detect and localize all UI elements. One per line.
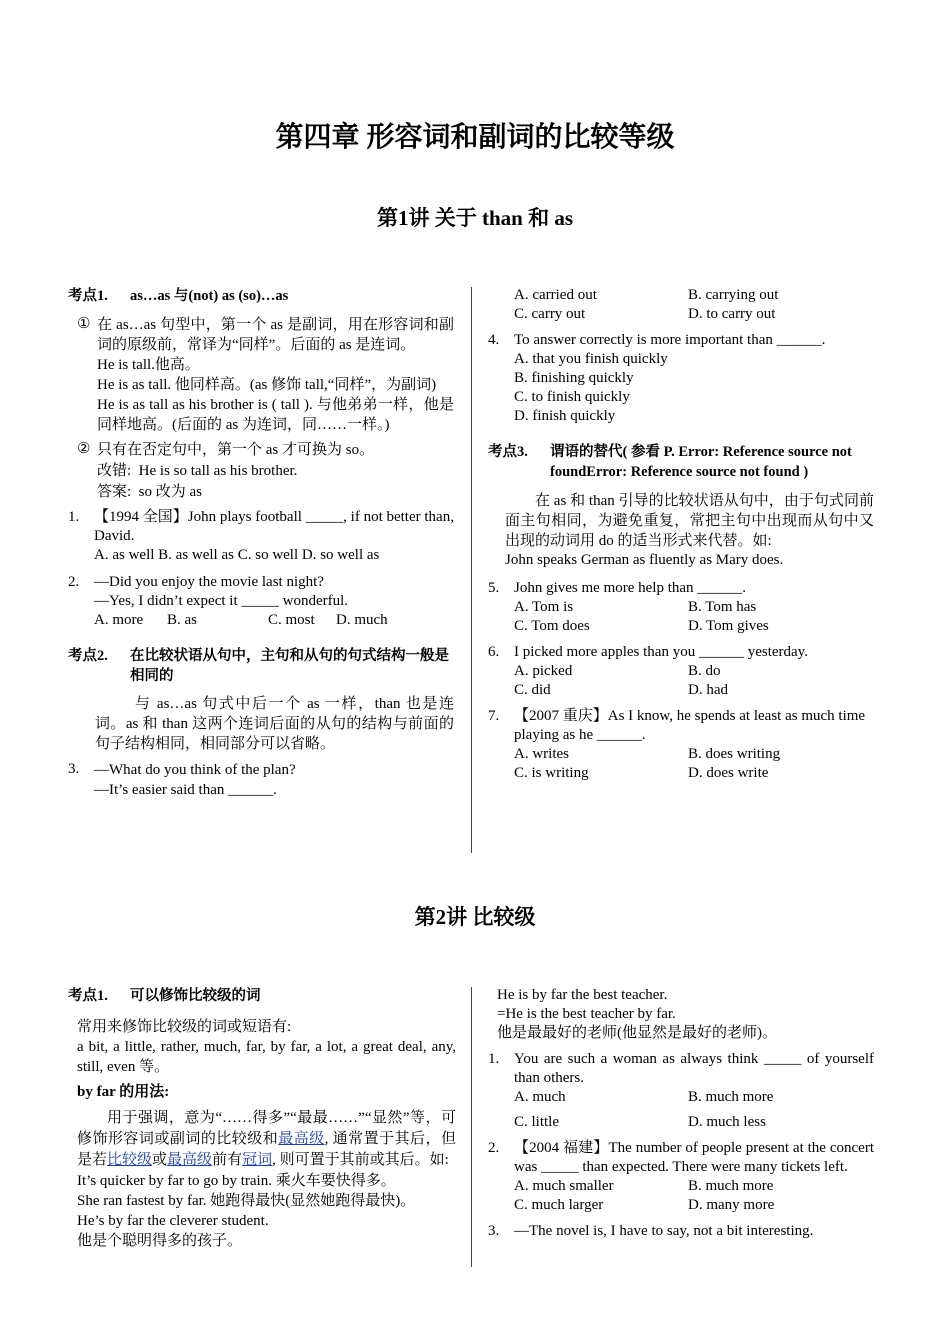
example: 他是最最好的老师(他显然是最好的老师)。 <box>497 1025 777 1041</box>
dialog-line: —Yes, I didn’t expect it _____ wonderful. <box>94 593 349 609</box>
kp-title: 在比较状语从句中，主句和从句的句式结构一般是相同的 <box>130 648 449 684</box>
question-stem: You are such a woman as always think _____ of yourself than others. <box>514 1051 874 1086</box>
lecture1-title: 第1讲 关于 than 和 as <box>376 206 574 230</box>
lecture1-left-column <box>68 287 454 800</box>
kp3-text: 在 as 和 than 引导的比较状语从句中，由于句式同前面主句相同，为避免重复，常把主句中出现而从句中又出现的动词用 do 的适当形式来代替。如: <box>505 493 874 549</box>
intro-text: 常用来修饰比较级的词或短语有: <box>77 1019 292 1035</box>
byfar-text: 用于强调，意为“……得多”“最最……”“显然”等，可修饰形容词或副词的比较级和最高级, 通常置于其后，但是若比较级或最高级前有冠词, 则可置于其前或其后。如: <box>77 1110 456 1168</box>
kp-label: 考点2. <box>68 648 108 664</box>
item-number: ② <box>77 441 91 457</box>
option-d: D. to carry out <box>688 306 776 322</box>
question-2 <box>488 1139 874 1215</box>
question-number: 7. <box>488 708 500 724</box>
rule-item-1 <box>68 315 454 435</box>
question-number: 5. <box>488 580 500 596</box>
option-a: A. more <box>94 612 144 628</box>
question-number: 3. <box>68 761 80 777</box>
kp-title: 谓语的替代( 参看 P. Error: Reference source not foundError: Reference source not found ) <box>550 444 852 480</box>
answer-text: so 改为 as <box>138 484 203 500</box>
option-c: C. Tom does <box>514 618 590 634</box>
option-c: C. most <box>268 612 315 628</box>
example: He’s by far the cleverer student. <box>77 1213 269 1229</box>
fix-text: He is so tall as his brother. <box>138 463 298 479</box>
option-d: D. much <box>336 612 388 628</box>
option-a: A. carried out <box>514 287 597 303</box>
column-divider <box>471 287 472 853</box>
question-number: 6. <box>488 644 500 660</box>
example: 他是个聪明得多的孩子。 <box>77 1233 243 1249</box>
question-number: 2. <box>488 1140 500 1156</box>
kp-label: 考点3. <box>488 444 528 460</box>
option-b: B. finishing quickly <box>514 370 634 386</box>
modifier-words: a bit, a little, rather, much, far, by far, a lot, a great deal, any, still, even 等。 <box>77 1039 456 1075</box>
question-7 <box>488 707 874 783</box>
question-5 <box>488 579 874 636</box>
question-3-options <box>488 286 874 324</box>
option-b: B. Tom has <box>688 599 757 615</box>
question-6 <box>488 643 874 700</box>
question-stem: John gives me more help than ______. <box>514 580 747 596</box>
kp3-example: John speaks German as fluently as Mary does. <box>505 552 784 568</box>
example: He is as tall. 他同样高。(as 修饰 tall,“同样”，为副词) <box>97 377 437 393</box>
question-number: 1. <box>68 509 80 525</box>
option-d: D. finish quickly <box>514 408 616 424</box>
option-a: A. much <box>514 1089 566 1105</box>
chapter-title: 第四章 形容词和副词的比较等级 <box>275 122 675 153</box>
option-c: C. carry out <box>514 306 586 322</box>
option-c: C. to finish quickly <box>514 389 630 405</box>
question-4 <box>488 331 874 426</box>
option-d: D. much less <box>688 1114 766 1130</box>
question-number: 3. <box>488 1223 500 1239</box>
lecture2-left-column <box>68 987 456 1251</box>
example: He is by far the best teacher. <box>497 987 668 1003</box>
link-superlative[interactable]: 最高级 <box>278 1131 325 1147</box>
kp-title: as…as 与(not) as (so)…as <box>130 288 289 304</box>
kp1-heading <box>68 987 456 1006</box>
question-1 <box>488 1050 874 1132</box>
option-a: A. Tom is <box>514 599 574 615</box>
byfar-heading: by far 的用法: <box>77 1084 170 1100</box>
question-stem: 【2007 重庆】As I know, he spends at least as much time playing as he ______. <box>514 708 866 743</box>
option-d: D. does write <box>688 765 769 781</box>
option-a: A. that you finish quickly <box>514 351 668 367</box>
option-d: D. Tom gives <box>688 618 769 634</box>
option-c: C. did <box>514 682 551 698</box>
question-stem: I picked more apples than you ______ yesterday. <box>514 644 808 660</box>
lecture2-right-column <box>488 986 874 1241</box>
question-stem: 【2004 福建】The number of people present at the concert was _____ than expected. There were many tickets left. <box>514 1140 874 1175</box>
lecture1-right-column <box>488 286 874 783</box>
rule-text: 只有在否定句中，第一个 as 才可换为 so。 <box>97 442 375 458</box>
link-superlative-2[interactable]: 最高级 <box>167 1152 213 1168</box>
option-b: B. as <box>167 612 197 628</box>
example: =He is the best teacher by far. <box>497 1006 676 1022</box>
answer-label: 答案: <box>97 484 132 500</box>
option-a: A. much smaller <box>514 1178 614 1194</box>
option-a: A. picked <box>514 663 573 679</box>
lecture2-title: 第2讲 比较级 <box>414 905 536 929</box>
question-3 <box>68 760 454 800</box>
kp-label: 考点1. <box>68 288 108 304</box>
link-article[interactable]: 冠词 <box>242 1152 273 1168</box>
option-a: A. writes <box>514 746 569 762</box>
kp3-heading <box>488 442 874 482</box>
fix-line <box>97 461 454 482</box>
option-c: C. is writing <box>514 765 589 781</box>
answer-line <box>97 482 454 503</box>
option-c: C. much larger <box>514 1197 604 1213</box>
kp2-text: 与 as…as 句式中后一个 as 一样，than 也是连词。as 和 than 这两个连词后面的从句的结构与前面的句子结构相同，相同部分可以省略。 <box>95 696 454 752</box>
option-d: D. many more <box>688 1197 775 1213</box>
question-options <box>94 611 454 630</box>
example: She ran fastest by far. 她跑得最快(显然她跑得最快)。 <box>77 1193 416 1209</box>
dialog-line: —It’s easier said than ______. <box>94 782 277 798</box>
fix-label: 改错: <box>97 463 132 479</box>
kp-label: 考点1. <box>68 988 108 1004</box>
question-2 <box>68 573 454 630</box>
question-stem: To answer correctly is more important than ______. <box>514 332 826 348</box>
rule-text: 在 as…as 句型中，第一个 as 是副词，用在形容词和副词的原级前，常译为“同样”。后面的 as 是连词。 <box>97 317 454 353</box>
question-stem: —The novel is, I have to say, not a bit interesting. <box>514 1223 814 1239</box>
question-3 <box>488 1222 874 1241</box>
question-options: A. as well B. as well as C. so well D. so well as <box>94 547 380 563</box>
question-1 <box>68 508 454 565</box>
question-number: 2. <box>68 574 80 590</box>
question-number: 4. <box>488 332 500 348</box>
column-divider <box>471 987 472 1267</box>
option-b: B. do <box>688 663 721 679</box>
example: He is as tall as his brother is ( tall ). 与他弟弟一样，他是同样地高。(后面的 as 为连词，同……一样。) <box>97 397 454 433</box>
question-number: 1. <box>488 1051 500 1067</box>
option-d: D. had <box>688 682 728 698</box>
example: It’s quicker by far to go by train. 乘火车要快得多。 <box>77 1173 396 1189</box>
option-b: B. much more <box>688 1089 774 1105</box>
dialog-line: —Did you enjoy the movie last night? <box>94 574 324 590</box>
kp2-heading <box>68 646 454 686</box>
kp-title: 可以修饰比较级的词 <box>130 988 261 1004</box>
item-number: ① <box>77 316 91 332</box>
link-comparative[interactable]: 比较级 <box>107 1152 153 1168</box>
example: He is tall.他高。 <box>97 357 200 373</box>
option-c: C. little <box>514 1114 559 1130</box>
kp1-heading <box>68 287 454 306</box>
option-b: B. much more <box>688 1178 774 1194</box>
option-b: B. does writing <box>688 746 781 762</box>
dialog-line: —What do you think of the plan? <box>94 762 296 778</box>
option-b: B. carrying out <box>688 287 779 303</box>
question-stem: 【1994 全国】John plays football _____, if not better than, David. <box>94 509 454 544</box>
rule-item-2 <box>68 440 454 503</box>
